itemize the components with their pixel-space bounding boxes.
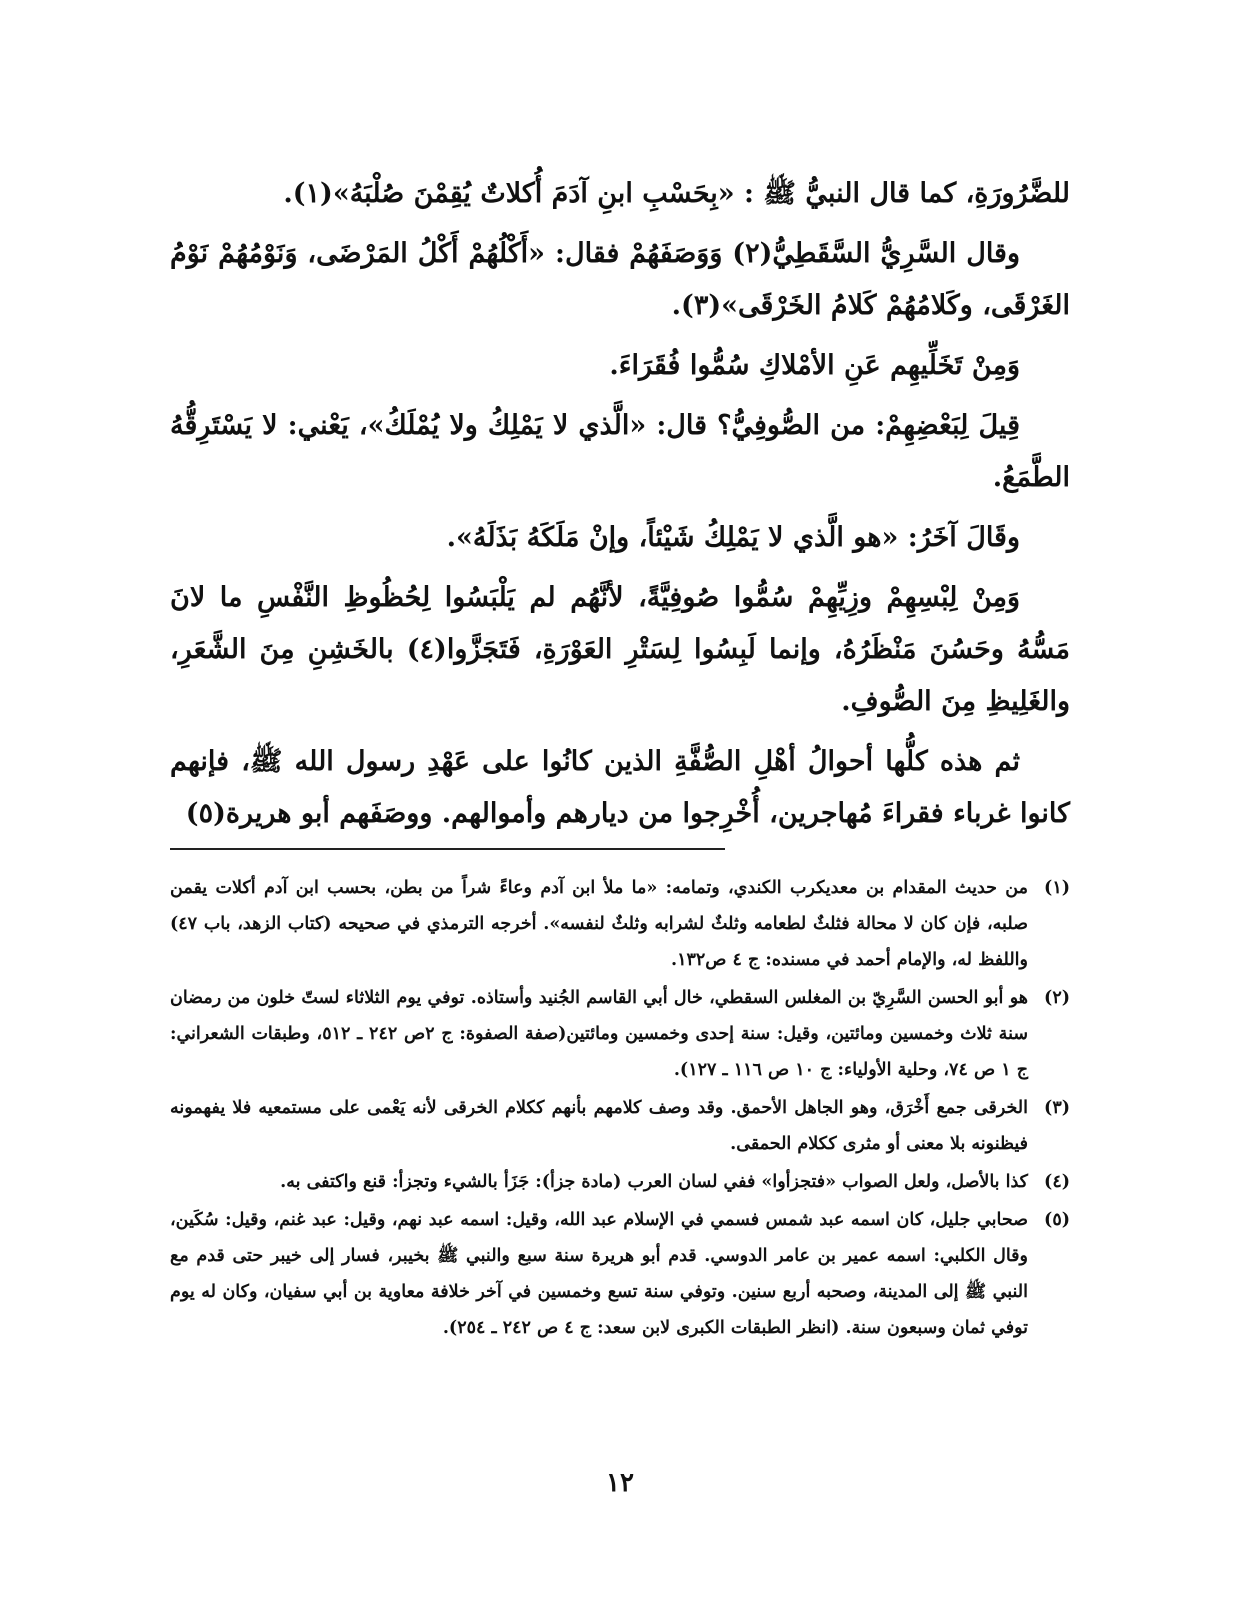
footnote-number: (٤): [1044, 1172, 1070, 1192]
paragraph: للضَّرُورَةِ، كما قال النبيُّ ﷺ : «بِحَسْبِ ابنِ آدَمَ أُكلاتٌ يُقِمْنَ صُلْبَهُ»(١).: [283, 178, 1070, 209]
footnote-number: (٣): [1044, 1098, 1070, 1118]
footnote: [170, 980, 1070, 1088]
footnote-text: كذا بالأصل، ولعل الصواب «فتجزأوا» ففي لسان العرب (مادة جزأ): جَزَأ بالشيء وتجزأ: قنع واكتفى به.: [280, 1172, 1028, 1192]
paragraph: وَمِنْ لِبْسِهِمْ وزِيِّهِمْ سُمُّوا صُوفِيَّةً، لأنَّهُم لم يَلْبَسُوا لِحُظُوظِ النَّفْسِ ما لانَ مَسُّهُ وحَسُنَ مَنْظَرُهُ، وإنما لَبِسُوا لِسَتْرِ العَوْرَةِ، فَتَجَزَّوا(٤) بالخَشِنِ مِنَ الشَّعَرِ، والغَلِيظِ مِنَ الصُّوفِ.: [170, 582, 1070, 717]
paragraph: وقَالَ آخَرُ: «هو الَّذي لا يَمْلِكُ شَيْئاً، وإنْ مَلَكَهُ بَذَلَهُ».: [446, 522, 1020, 553]
paragraph: وَمِنْ تَخَلِّيهِم عَنِ الأمْلاكِ سُمُّوا فُقَرَاءَ.: [609, 350, 1020, 381]
paragraph: ثم هذه كلُّها أحوالُ أهْلِ الصُّفَّةِ الذين كانُوا على عَهْدِ رسول الله ﷺ، فإنهم كانوا غرباء فقراءَ مُهاجرين، أُخْرِجوا من ديارهم وأموالهم. ووصَفَهم أبو هريرة(٥): [170, 746, 1070, 829]
footnote-number: (٥): [1044, 1210, 1070, 1230]
footnote-text: الخرقى جمع أَخْرَق، وهو الجاهل الأحمق. وقد وصف كلامهم بأنهم ككلام الخرقى لأنه يَعْمى على مستمعيه فلا يفهمونه فيظنونه بلا معنى أو مثرى ككلام الحمقى.: [170, 1098, 1028, 1154]
footnote-text: هو أبو الحسن السَّرِيّ بن المغلس السقطي، خال أبي القاسم الجُنيد وأستاذه. توفي يوم الثلاثاء لستّ خلون من رمضان سنة ثلاث وخمسين ومائتين، وقيل: سنة إحدى وخمسين ومائتين(صفة الصفوة: ج ٢ص ٢٤٢ ـ ٥١٢، وطبقات الشعراني: ج ١ ص ٧٤، وحلية الأولياء: ج ١٠ ص ١١٦ ـ ١٢٧).: [170, 988, 1029, 1080]
footnote: [170, 870, 1070, 978]
footnotes: [170, 870, 1070, 1348]
footnote: [170, 1164, 1070, 1200]
paragraph: وقال السَّرِيُّ السَّقَطِيُّ(٢) وَوَصَفَهُمْ فقال: «أَكْلُهُمْ أَكْلُ المَرْضَى، وَنَوْمُهُمْ نَوْمُ الغَرْقَى، وكَلامُهُمْ كَلامُ الخَرْقَى»(٣).: [170, 238, 1070, 321]
paragraph: قِيلَ لِبَعْضِهِمْ: من الصُّوفِيُّ؟ قال: «الَّذي لا يَمْلِكُ ولا يُمْلَكُ»، يَعْني: لا يَسْتَرِقُّهُ الطَّمَعُ.: [170, 410, 1070, 493]
footnote-text: صحابي جليل، كان اسمه عبد شمس فسمي في الإسلام عبد الله، وقيل: اسمه عبد نهم، وقيل: عبد غنم، وقيل: سُكَين، وقال الكلبي: اسمه عمير بن عامر الدوسي. قدم أبو هريرة سنة سبع والنبي ﷺ بخيبر، فسار إلى خيبر حتى قدم مع النبي ﷺ إلى المدينة، وصحبه أربع سنين. وتوفي سنة تسع وخمسين في آخر خلافة معاوية بن أبي سفيان، وكان له يوم توفي ثمان وسبعون سنة. (انظر الطبقات الكبرى لابن سعد: ج ٤ ص ٢٤٢ ـ ٢٥٤).: [170, 1210, 1028, 1338]
footnote: [170, 1202, 1070, 1346]
footnote: [170, 1090, 1070, 1162]
main-text: [170, 168, 1070, 848]
page-number: ١٢: [606, 1468, 634, 1498]
footnote-number: (٢): [1044, 988, 1070, 1008]
footnote-text: من حديث المقدام بن معديكرب الكندي، وتمامه: «ما ملأ ابن آدم وعاءً شراً من بطن، بحسب ابن آدم أكلات يقمن صلبه، فإن كان لا محالة فثلثٌ لطعامه وثلثٌ لشرابه وثلثٌ لنفسه». أخرجه الترمذي في صحيحه (كتاب الزهد، باب ٤٧) واللفظ له، والإمام أحمد في مسنده: ج ٤ ص١٣٢.: [170, 878, 1028, 970]
footnote-number: (١): [1044, 878, 1070, 898]
footnote-separator: [170, 848, 725, 850]
